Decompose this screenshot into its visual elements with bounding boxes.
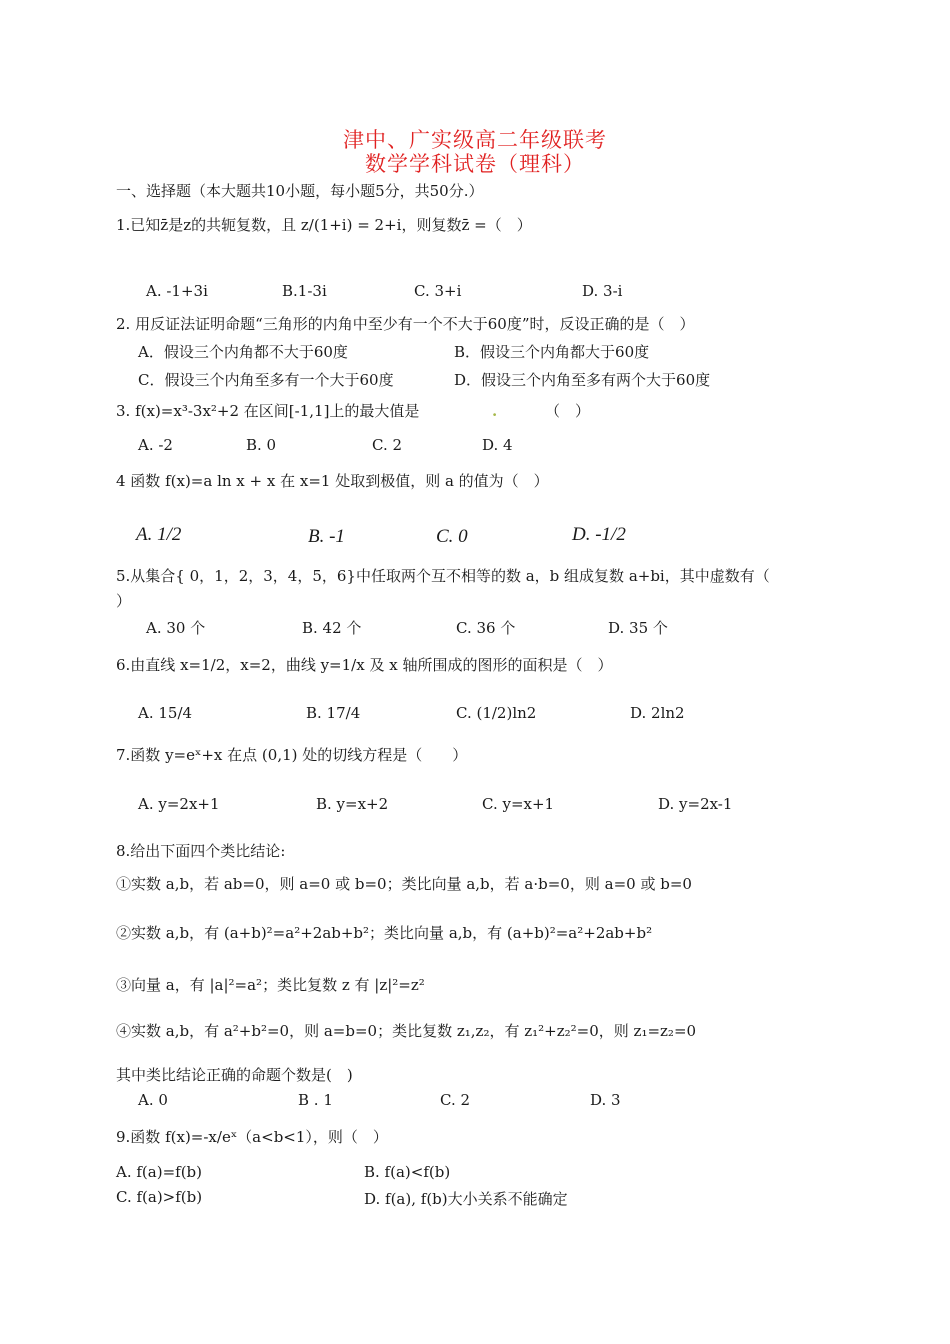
q8-option-b: B . 1 [298, 1091, 333, 1109]
section-heading: 一、选择题（本大题共10小题，每小题5分，共50分.） [116, 182, 484, 200]
q2-option-a: A．假设三个内角都不大于60度 [138, 343, 348, 361]
question-7: 7.函数 y=eˣ+x 在点 (0,1) 处的切线方程是（ ） [116, 746, 468, 764]
question-8: 8.给出下面四个类比结论: [116, 842, 286, 860]
q7-option-a: A. y=2x+1 [138, 795, 220, 813]
q5-option-a: A. 30 个 [146, 619, 206, 637]
q8-statement-4: ④实数 a,b，有 a²+b²=0，则 a=b=0；类比复数 z₁,z₂，有 z₁²+z₂²=0，则 z₁=z₂=0 [116, 1022, 697, 1040]
q6-option-a: A. 15/4 [138, 704, 193, 722]
q1-option-d: D. 3-i [582, 282, 623, 300]
q2-option-b: B．假设三个内角都大于60度 [454, 343, 650, 361]
q1-option-c: C. 3+i [414, 282, 462, 300]
q7-option-c: C. y=x+1 [482, 795, 555, 813]
question-3: 3. f(x)=x³-3x²+2 在区间[-1,1]上的最大值是 [116, 402, 420, 420]
q6-option-d: D. 2ln2 [630, 704, 685, 722]
question-5-line2: ） [116, 592, 132, 610]
question-5-line1: 5.从集合{ 0，1，2，3，4，5，6}中任取两个互不相等的数 a，b 组成复数 a+bi，其中虚数有（ [116, 567, 770, 585]
q9-option-b: B. f(a)<f(b) [364, 1163, 451, 1181]
q1-text: 1.已知z̄是z的共轭复数，且 z/(1+i) = 2+i，则复数z̄ =（ ） [116, 216, 532, 234]
q3-option-b: B. 0 [246, 436, 277, 454]
q9-option-a: A. f(a)=f(b) [116, 1163, 202, 1181]
q8-statement-3: ③向量 a，有 |a|²=a²；类比复数 z 有 |z|²=z² [116, 976, 425, 994]
question-2: 2. 用反证法证明命题“三角形的内角中至少有一个不大于60度”时，反设正确的是（ ） [116, 315, 695, 333]
q7-option-b: B. y=x+2 [316, 795, 389, 813]
stray-dot-mark: . [492, 402, 498, 420]
q1-option-b: B.1-3i [282, 282, 327, 300]
q9-option-d: D. f(a), f(b)大小关系不能确定 [364, 1190, 568, 1208]
exam-title: 津中、广实级高二年级联考 [343, 128, 607, 152]
question-9: 9.函数 f(x)=-x/eˣ（a<b<1），则（ ） [116, 1128, 388, 1146]
q8-option-c: C. 2 [440, 1091, 471, 1109]
q9-option-c: C. f(a)>f(b) [116, 1188, 203, 1206]
q4-option-d: D. -1/2 [572, 524, 626, 545]
q5-option-c: C. 36 个 [456, 619, 516, 637]
question-4: 4 函数 f(x)=a ln x + x 在 x=1 处取到极值，则 a 的值为（ ） [116, 472, 549, 490]
question-6: 6.由直线 x=1/2，x=2，曲线 y=1/x 及 x 轴所围成的图形的面积是（ ） [116, 656, 613, 674]
q5-option-d: D. 35 个 [608, 619, 668, 637]
q4-option-c: C. 0 [436, 526, 468, 547]
q8-question: 其中类比结论正确的命题个数是( ) [116, 1066, 353, 1084]
q3-option-c: C. 2 [372, 436, 403, 454]
q8-option-a: A. 0 [138, 1091, 168, 1109]
q4-option-a: A. 1/2 [136, 524, 182, 545]
q8-option-d: D. 3 [590, 1091, 621, 1109]
q1-option-a: A. -1+3i [146, 282, 208, 300]
q6-option-c: C. (1/2)ln2 [456, 704, 537, 722]
exam-subtitle: 数学学科试卷（理科） [365, 152, 585, 176]
q3-option-a: A. -2 [138, 436, 173, 454]
q8-statement-2: ②实数 a,b，有 (a+b)²=a²+2ab+b²；类比向量 a,b，有 (a+b)²=a²+2ab+b² [116, 924, 653, 942]
q2-option-d: D．假设三个内角至多有两个大于60度 [454, 371, 711, 389]
q2-option-c: C．假设三个内角至多有一个大于60度 [138, 371, 394, 389]
q3-option-d: D. 4 [482, 436, 513, 454]
q8-statement-1: ①实数 a,b，若 ab=0，则 a=0 或 b=0；类比向量 a,b，若 a·b=0，则 a=0 或 b=0 [116, 875, 692, 893]
q4-option-b: B. -1 [308, 526, 345, 547]
q3-paren: （ ） [545, 402, 591, 420]
q5-option-b: B. 42 个 [302, 619, 362, 637]
question-1 [116, 214, 532, 235]
q6-option-b: B. 17/4 [306, 704, 361, 722]
q7-option-d: D. y=2x-1 [658, 795, 733, 813]
